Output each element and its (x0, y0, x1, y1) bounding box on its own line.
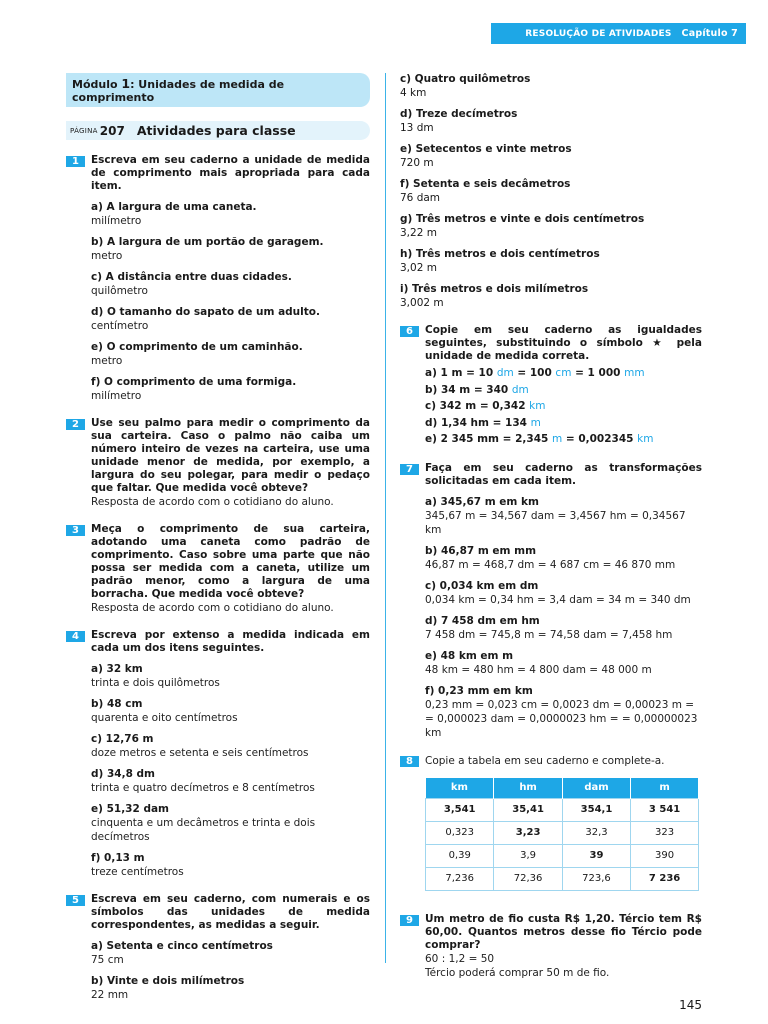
table-cell: 32,3 (562, 821, 630, 844)
module-prefix: Módulo (72, 78, 122, 91)
equation-text: a) 1 m = 10 (425, 367, 497, 379)
unit-answer: mm (624, 367, 645, 379)
sub-item (91, 340, 370, 368)
sub-item-answer: 3,02 m (400, 262, 437, 274)
sub-item-answer: 720 m (400, 157, 434, 169)
module-title: : Unidades de medida de comprimento (72, 78, 285, 104)
sub-item-answer: doze metros e setenta e seis centímetros (91, 747, 309, 759)
sub-item (425, 614, 702, 642)
sub-item-answer: 4 km (400, 87, 427, 99)
question-9 (400, 913, 702, 980)
sub-item-answer: metro (91, 250, 123, 262)
page-number: 145 (679, 998, 702, 1012)
sub-item (425, 684, 702, 740)
sub-item-answer: 345,67 m = 34,567 dam = 3,4567 hm = 0,34567 km (425, 509, 686, 536)
table-cell: 354,1 (562, 798, 630, 821)
equation-text: e) 2 345 mm = 2,345 (425, 433, 552, 445)
sub-item (91, 697, 370, 725)
equation-text: d) 1,34 hm = 134 (425, 416, 531, 429)
question-number: 7 (400, 464, 419, 475)
sub-item-answer: trinta e quatro decímetros e 8 centímetros (91, 782, 315, 794)
table-cell: 323 (631, 821, 699, 844)
sub-item (400, 247, 702, 275)
sub-item-question: c) Quatro quilômetros (400, 73, 531, 85)
sub-item-question: d) 7 458 dm em hm (425, 614, 540, 627)
sub-item (91, 662, 370, 690)
question-stem: Um metro de fio custa R$ 1,20. Tércio tem R$ 60,00. Quantos metros desse fio Tércio pode comprar? (425, 912, 702, 951)
sub-item-answer: 3,002 m (400, 297, 444, 309)
page-tag-label: PÁGINA (70, 126, 98, 135)
sub-item-question: e) Setecentos e vinte metros (400, 143, 572, 155)
question-5 (66, 893, 370, 1002)
sub-item-question: d) 34,8 dm (91, 768, 155, 780)
sub-item (400, 142, 702, 170)
sub-item (91, 200, 370, 228)
sub-item-question: h) Três metros e dois centímetros (400, 248, 600, 260)
sub-item (91, 939, 370, 967)
sub-item-answer: 22 mm (91, 989, 129, 1001)
sub-item-question: c) 12,76 m (91, 733, 154, 745)
table-cell: 3 541 (631, 798, 699, 821)
question-stem: Escreva por extenso a medida indicada em cada um dos itens seguintes. (91, 629, 370, 654)
sub-item-question: f) O comprimento de uma formiga. (91, 376, 297, 388)
question-7 (400, 462, 702, 740)
question-stem: Copie a tabela em seu caderno e complete-a. (425, 754, 665, 767)
sub-item (400, 177, 702, 205)
table-cell: 7,236 (426, 867, 494, 890)
question-number: 9 (400, 915, 419, 926)
question-number: 6 (400, 326, 419, 337)
sub-item (91, 767, 370, 795)
question-4 (66, 629, 370, 879)
sub-item-question: a) 345,67 m em km (425, 495, 539, 508)
sub-item-answer: 7 458 dm = 745,8 m = 74,58 dam = 7,458 hm (425, 628, 673, 641)
sub-item-answer: 46,87 m = 468,7 dm = 4 687 cm = 46 870 mm (425, 558, 676, 571)
unit-answer: dm (496, 367, 514, 379)
question-3 (66, 523, 370, 615)
unit-answer: km (529, 400, 546, 412)
column-divider (385, 73, 386, 963)
sub-item (91, 851, 370, 879)
table-cell: 723,6 (562, 867, 630, 890)
sub-item-question: c) 0,034 km em dm (425, 579, 539, 592)
sub-item-question: f) 0,23 mm em km (425, 684, 533, 697)
table-header: m (631, 778, 699, 799)
unit-answer: km (637, 433, 654, 445)
equation-line (425, 365, 702, 382)
sub-item-answer: 13 dm (400, 122, 434, 134)
sub-item-answer: 0,034 km = 0,34 hm = 3,4 dam = 34 m = 340 dm (425, 593, 691, 606)
unit-answer: m (530, 416, 541, 429)
header-chapter: Capítulo 7 (681, 28, 738, 39)
sub-item-question: b) 46,87 m em mm (425, 544, 537, 557)
section-title: Atividades para classe (136, 123, 296, 138)
equation-line (425, 398, 702, 415)
sub-item-question: a) A largura de uma caneta. (91, 201, 257, 213)
module-number: 1 (121, 76, 131, 91)
sub-item-answer: milímetro (91, 215, 142, 227)
sub-item-question: e) 51,32 dam (91, 803, 169, 815)
question-8 (400, 754, 702, 891)
sub-item-question: i) Três metros e dois milímetros (400, 283, 589, 295)
sub-item (425, 649, 702, 677)
chapter-header (491, 23, 746, 44)
table-cell: 35,41 (494, 798, 562, 821)
question-stem: Copie em seu caderno as igualdades seguintes, substituindo o símbolo ★ pela unidade de medida correta. (425, 324, 702, 362)
question-stem: Meça o comprimento de sua carteira, adotando uma caneta como padrão de comprimento. Caso sobre uma parte que não possa ser medida com a caneta, utilize um padrão menor, como a largura de uma borracha. Que medida você obteve? (91, 523, 370, 600)
table-cell: 7 236 (631, 867, 699, 890)
question-stem: Escreva em seu caderno, com numerais e os símbolos das unidades de medida correspondentes, as medidas a seguir. (91, 893, 370, 931)
sub-item-answer: metro (91, 355, 123, 367)
table-header: dam (562, 778, 630, 799)
table-cell: 390 (631, 844, 699, 867)
equation-text: b) 34 m = 340 (425, 383, 512, 396)
sub-item-answer: 48 km = 480 hm = 4 800 dam = 48 000 m (425, 663, 652, 676)
equation-text: = 0,002345 (562, 433, 638, 445)
sub-item-question: a) Setenta e cinco centímetros (91, 940, 273, 952)
table-cell: 3,541 (426, 798, 494, 821)
equation-line (425, 415, 702, 432)
sub-item (425, 495, 702, 537)
left-column (66, 73, 370, 1011)
sub-item-answer: treze centímetros (91, 866, 184, 878)
sub-item (400, 212, 702, 240)
sub-item-question: e) 48 km em m (425, 649, 514, 662)
question-answer: Resposta de acordo com o cotidiano do aluno. (91, 496, 334, 508)
table-cell: 0,39 (426, 844, 494, 867)
question-answer-calc: 60 : 1,2 = 50 (425, 952, 495, 965)
sub-item (91, 305, 370, 333)
question-2 (66, 417, 370, 509)
sub-item (400, 282, 702, 310)
sub-item-answer: quilômetro (91, 285, 148, 297)
units-table (425, 778, 699, 891)
sub-item-question: d) O tamanho do sapato de um adulto. (91, 306, 320, 318)
header-title: RESOLUÇÃO DE ATIVIDADES (525, 28, 672, 39)
table-cell: 3,23 (494, 821, 562, 844)
sub-item-answer: 0,23 mm = 0,023 cm = 0,0023 dm = 0,00023 m = = 0,000023 dam = 0,0000023 hm = = 0,00000023 km (425, 698, 698, 739)
question-number: 1 (66, 156, 85, 167)
equation-text: = 100 (513, 367, 556, 379)
question-number: 8 (400, 756, 419, 767)
table-header: hm (494, 778, 562, 799)
sub-item-question: a) 32 km (91, 663, 143, 675)
sub-item (400, 72, 702, 100)
question-number: 3 (66, 525, 85, 536)
question-1 (66, 154, 370, 403)
question-stem: Use seu palmo para medir o comprimento da sua carteira. Caso o palmo não caiba um número inteiro de vezes na carteira, use uma unidade menor de medida, por exemplo, a largura do seu polegar, para medir o pedaço que faltar. Que medida você obteve? (91, 417, 370, 494)
sub-item-question: g) Três metros e vinte e dois centímetros (400, 213, 645, 225)
unit-answer: m (551, 433, 563, 445)
question-stem: Escreva em seu caderno a unidade de medida de comprimento mais apropriada para cada item. (91, 154, 370, 192)
sub-item (425, 544, 702, 572)
sub-item-question: f) 0,13 m (91, 852, 145, 864)
table-row (426, 821, 699, 844)
sub-item (91, 974, 370, 1002)
table-cell: 3,9 (494, 844, 562, 867)
sub-item-question: b) Vinte e dois milímetros (91, 975, 245, 987)
page-tag-number: 207 (99, 123, 125, 138)
sub-item-answer: 76 dam (400, 192, 441, 204)
question-answer: Tércio poderá comprar 50 m de fio. (425, 966, 610, 979)
sub-item (400, 107, 702, 135)
sub-item-answer: quarenta e oito centímetros (91, 712, 238, 724)
sub-item (91, 375, 370, 403)
sub-item-answer: 3,22 m (400, 227, 437, 239)
question-6 (400, 324, 702, 448)
sub-item-question: b) 48 cm (91, 698, 143, 710)
sub-item (425, 579, 702, 607)
sub-item (91, 732, 370, 760)
question-number: 4 (66, 631, 85, 642)
table-cell: 39 (562, 844, 630, 867)
question-number: 2 (66, 419, 85, 430)
sub-item-question: d) Treze decímetros (400, 108, 518, 120)
table-row (426, 844, 699, 867)
sub-item-answer: trinta e dois quilômetros (91, 677, 220, 689)
sub-item-answer: centímetro (91, 320, 149, 332)
table-cell: 0,323 (426, 821, 494, 844)
right-column (400, 72, 702, 989)
unit-answer: cm (555, 367, 572, 379)
module-banner (66, 73, 370, 107)
sub-item-question: f) Setenta e seis decâmetros (400, 178, 571, 190)
sub-item (91, 802, 370, 844)
table-header: km (426, 778, 494, 799)
page-tag (66, 121, 370, 140)
sub-item-answer: milímetro (91, 390, 142, 402)
question-stem: Faça em seu caderno as transformações solicitadas em cada item. (425, 461, 702, 487)
equation-text: = 1 000 (571, 367, 625, 379)
sub-item-question: c) A distância entre duas cidades. (91, 271, 292, 283)
sub-item (91, 235, 370, 263)
equation-line (425, 431, 702, 448)
sub-item-answer: 75 cm (91, 954, 124, 966)
sub-item-answer: cinquenta e um decâmetros e trinta e dois decímetros (91, 817, 316, 843)
equation-text: c) 342 m = 0,342 (425, 400, 530, 412)
table-row (426, 798, 699, 821)
table-row (426, 867, 699, 890)
equation-line (425, 382, 702, 399)
unit-answer: dm (511, 383, 529, 396)
sub-item-question: e) O comprimento de um caminhão. (91, 341, 303, 353)
question-answer: Resposta de acordo com o cotidiano do aluno. (91, 602, 334, 614)
table-cell: 72,36 (494, 867, 562, 890)
sub-item-question: b) A largura de um portão de garagem. (91, 236, 324, 248)
question-number: 5 (66, 895, 85, 906)
sub-item (91, 270, 370, 298)
